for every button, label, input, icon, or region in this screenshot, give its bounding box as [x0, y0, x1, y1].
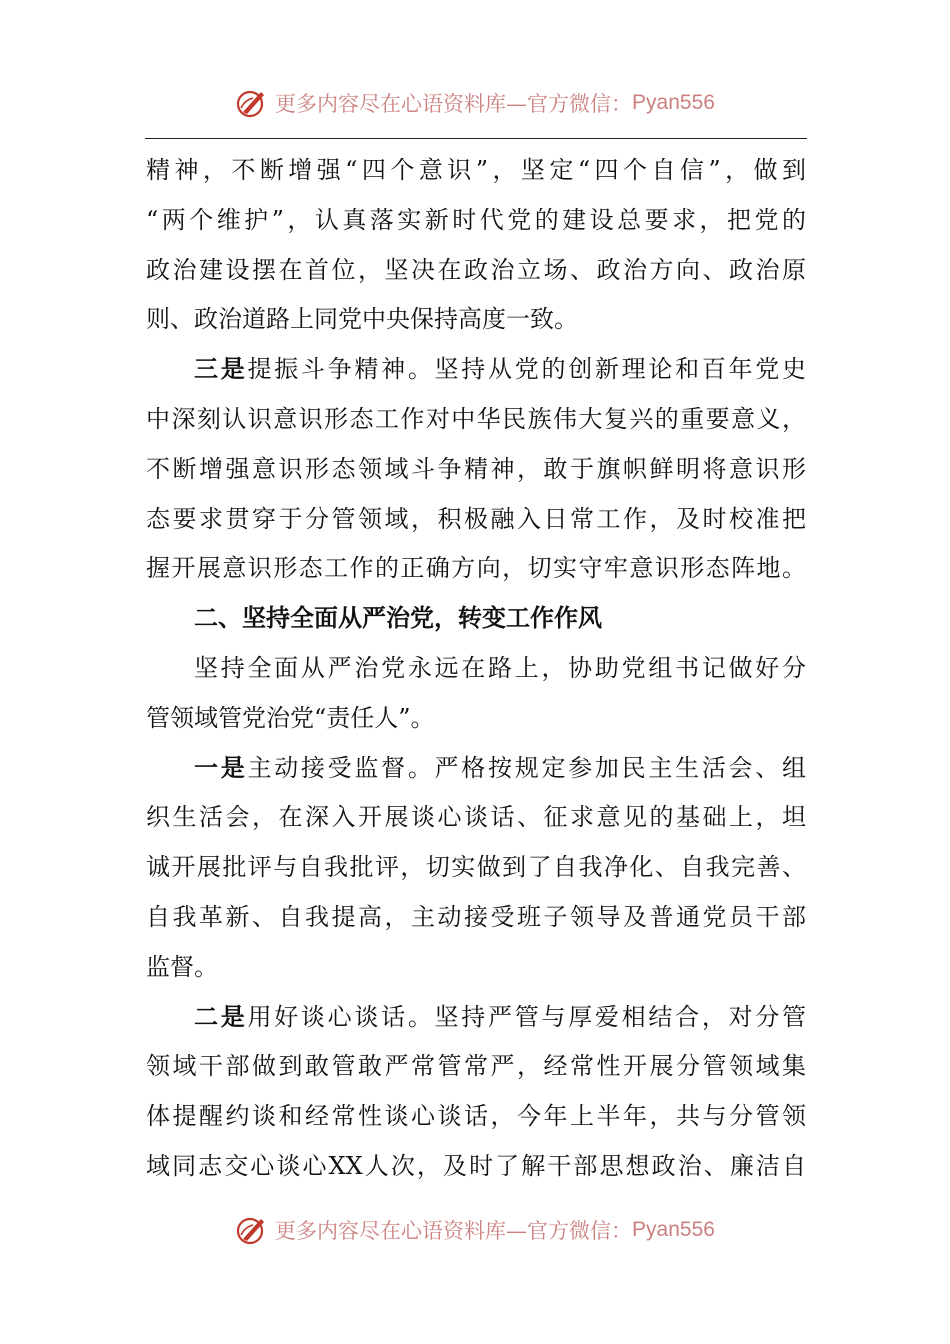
line-text: 领域干部做到敢管敢严常管常严，经常性开展分管领域集 [146, 1052, 806, 1081]
text-line [146, 445, 806, 495]
document-body [146, 146, 806, 1192]
text-line [146, 196, 806, 246]
bold-lead-text: 三是 [194, 355, 248, 384]
line-text: 监督。 [146, 952, 218, 981]
line-text: 则、政治道路上同党中央保持高度一致。 [146, 305, 578, 334]
text-line [146, 495, 806, 545]
line-text: 提振斗争精神。坚持从党的创新理论和百年党史 [247, 355, 807, 384]
watermark-text: 更多内容尽在心语资料库—官方微信： [275, 92, 633, 116]
line-text: 态要求贯穿于分管领域，积极融入日常工作，及时校准把 [146, 504, 806, 533]
text-line [146, 793, 806, 843]
text-line [146, 993, 806, 1043]
text-line [146, 544, 806, 594]
line-text: 握开展意识形态工作的正确方向，切实守牢意识形态阵地。 [146, 554, 806, 583]
line-text: 政治建设摆在首位，坚决在政治立场、政治方向、政治原 [146, 255, 806, 284]
text-line [146, 395, 806, 445]
watermark-text: 更多内容尽在心语资料库—官方微信： [275, 1219, 633, 1243]
line-text: 主动接受监督。严格按规定参加民主生活会、组 [247, 753, 807, 782]
text-line [146, 843, 806, 893]
text-line [146, 146, 806, 196]
bold-lead-text: 二是 [194, 1002, 248, 1031]
section-heading [146, 594, 806, 644]
text-line [146, 246, 806, 296]
line-text: 中深刻认识意识形态工作对中华民族伟大复兴的重要意义， [146, 404, 806, 433]
text-line [146, 1092, 806, 1142]
line-text: 管领域管党治党“责任人”。 [146, 703, 435, 732]
line-text: 坚持全面从严治党永远在路上，协助党组书记做好分 [194, 653, 806, 682]
line-text: 用好谈心谈话。坚持严管与厚爱相结合，对分管 [247, 1002, 807, 1031]
watermark-brand: Pyan556 [632, 91, 715, 114]
header-divider [145, 138, 807, 139]
text-line [146, 893, 806, 943]
line-text: 自我革新、自我提高，主动接受班子领导及普通党员干部 [146, 902, 806, 931]
header-watermark [0, 80, 950, 126]
line-text: 不断增强意识形态领域斗争精神，敢于旗帜鲜明将意识形 [146, 454, 806, 483]
watermark-brand: Pyan556 [632, 1218, 715, 1241]
line-text: 体提醒约谈和经常性谈心谈话，今年上半年，共与分管领 [146, 1102, 806, 1131]
line-text: 诚开展批评与自我批评，切实做到了自我净化、自我完善、 [146, 853, 806, 882]
text-line [146, 744, 806, 794]
quill-logo-icon [235, 86, 269, 120]
quill-logo-icon [235, 1213, 269, 1247]
line-text: “两个维护”，认真落实新时代党的建设总要求，把党的 [146, 205, 806, 234]
text-line [146, 1142, 806, 1192]
text-line [146, 943, 806, 993]
text-line [146, 694, 806, 744]
bold-lead-text: 二、坚持全面从严治党，转变工作作风 [194, 604, 602, 633]
text-line [146, 1042, 806, 1092]
footer-watermark [0, 1207, 950, 1253]
text-line [146, 295, 806, 345]
line-text: 域同志交心谈心XX人次，及时了解干部思想政治、廉洁自 [146, 1151, 806, 1180]
bold-lead-text: 一是 [194, 753, 248, 782]
line-text: 织生活会，在深入开展谈心谈话、征求意见的基础上，坦 [146, 803, 806, 832]
text-line [146, 644, 806, 694]
line-text: 精神，不断增强“四个意识”，坚定“四个自信”，做到 [146, 156, 806, 184]
text-line [146, 345, 806, 395]
